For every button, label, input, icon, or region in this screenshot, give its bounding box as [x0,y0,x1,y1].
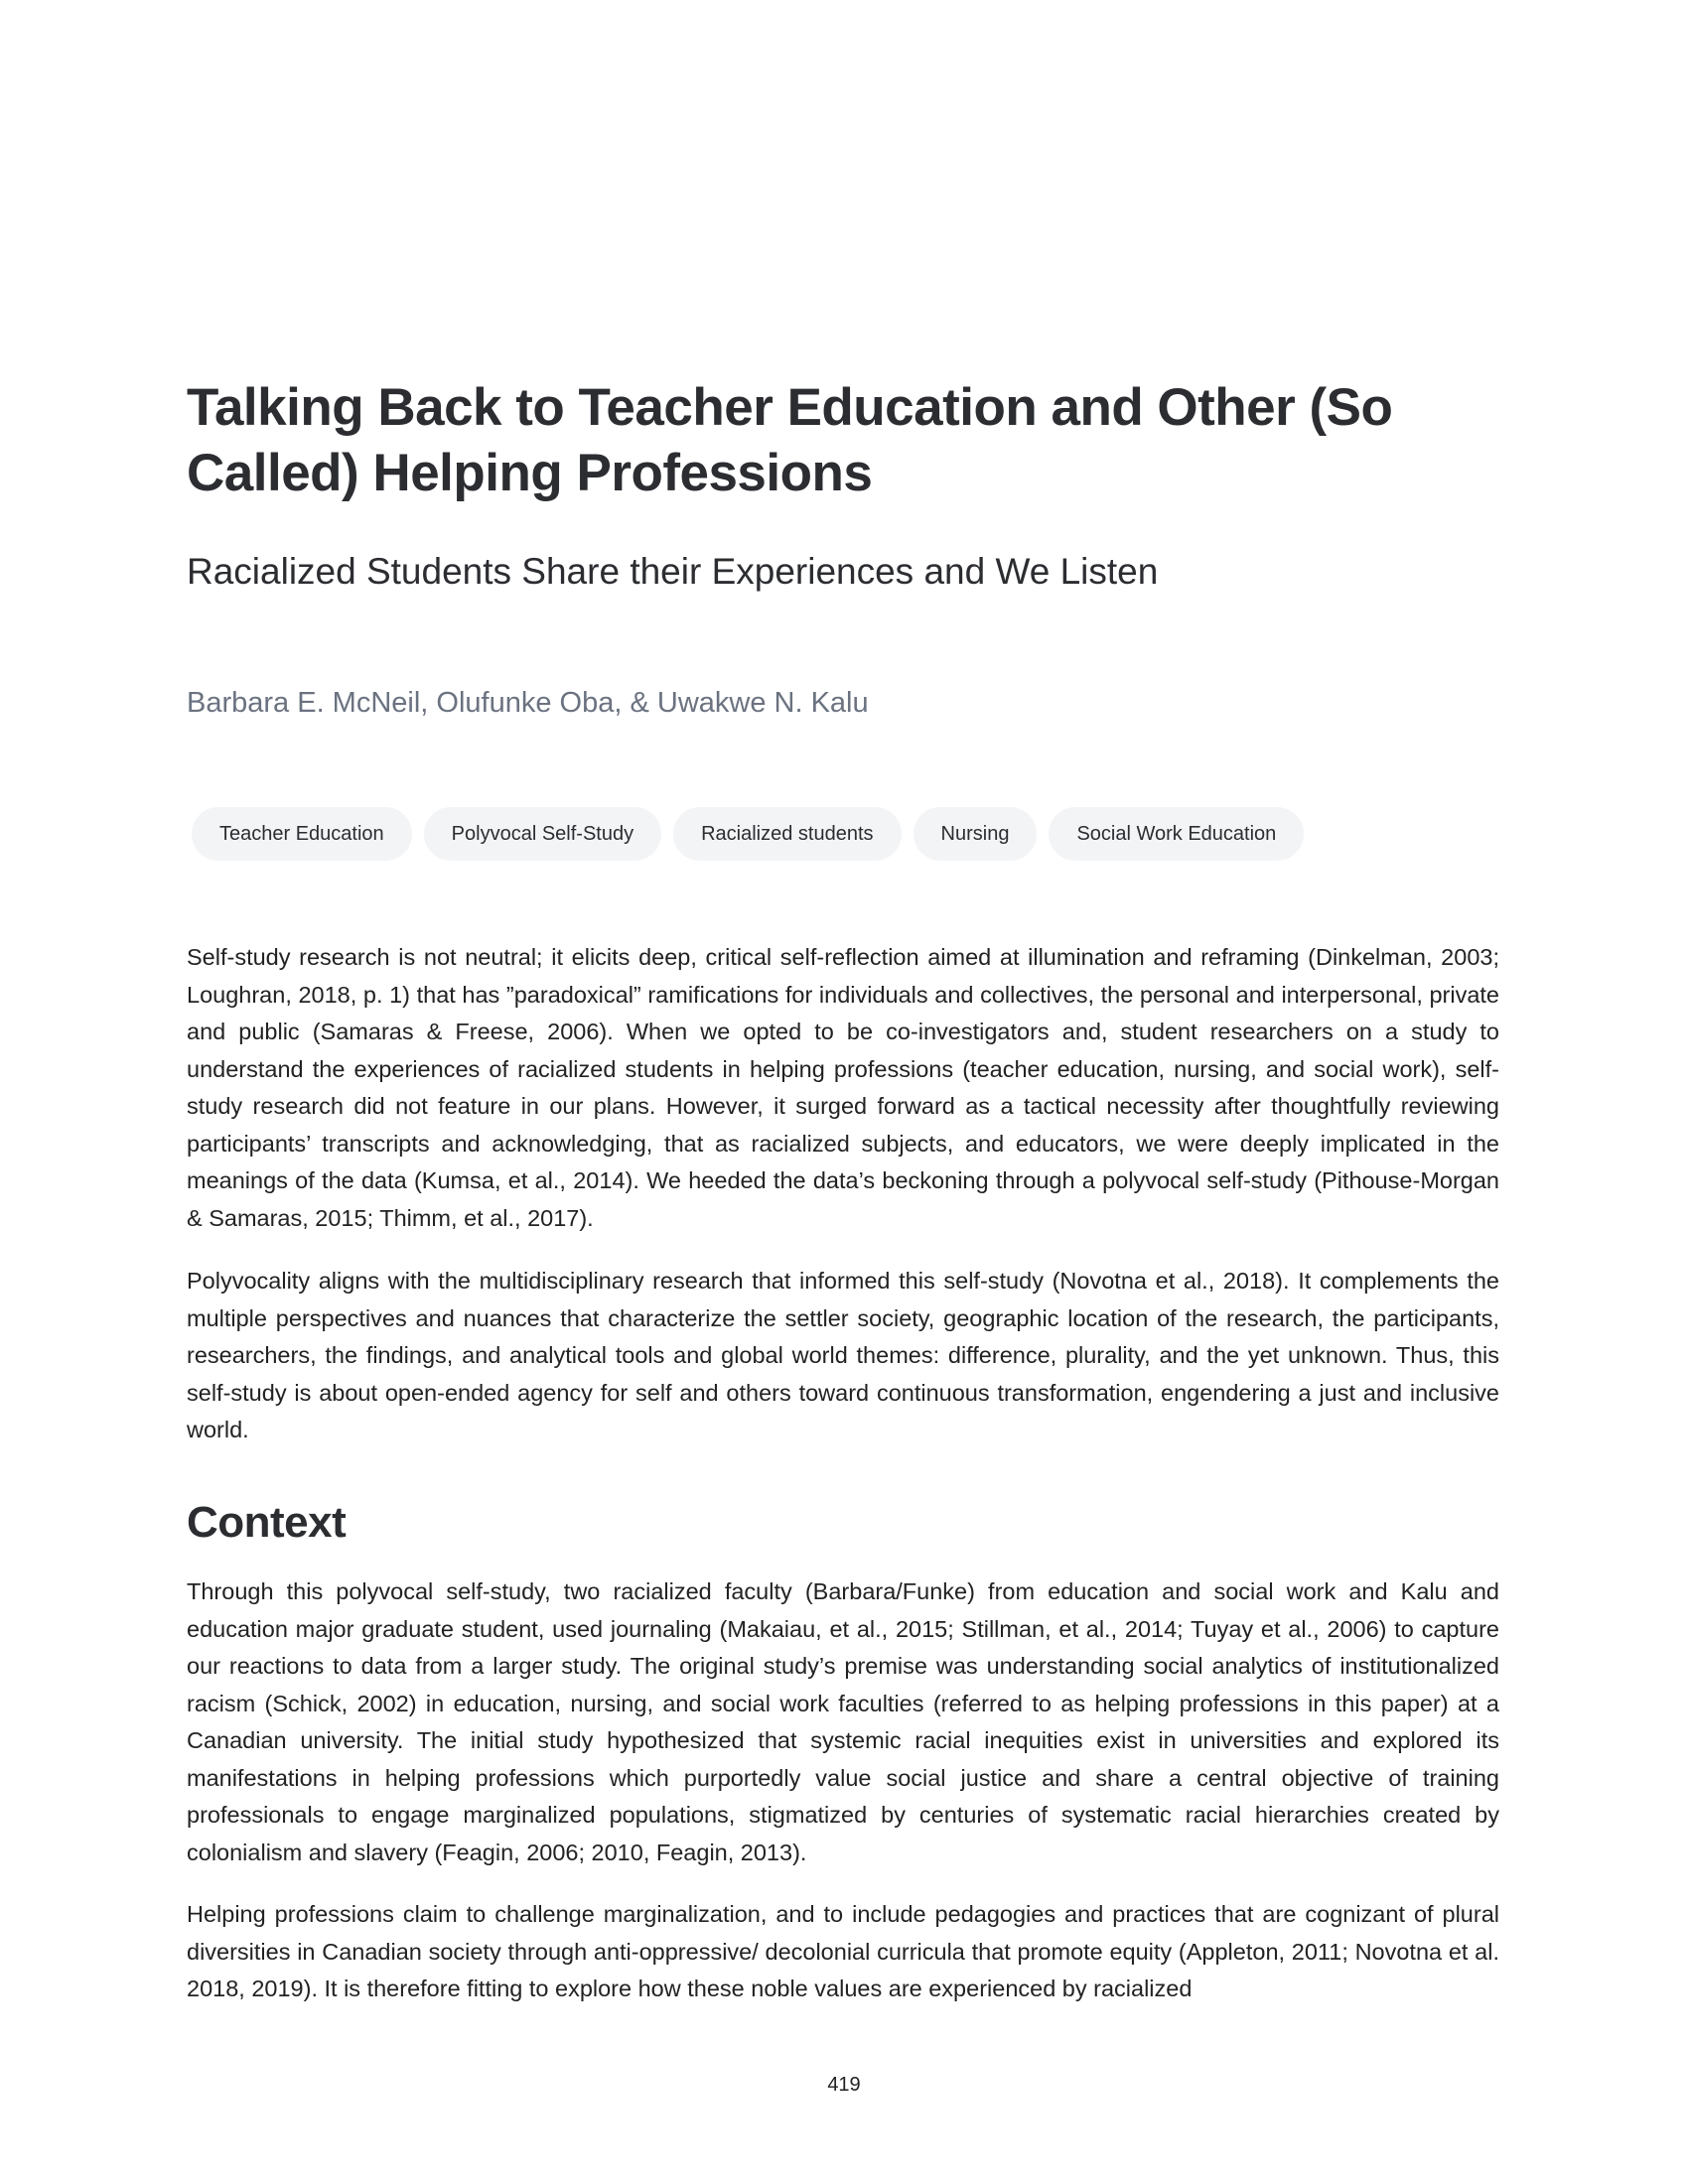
context-paragraph-2: Helping professions claim to challenge marginalization, and to include pedagogies and practices that are cognizant of plural diversities in Canadian society through anti-oppressive/ decolonial curricula that promote equity (Appleton, 2011; Novotna et al. 2018, 2019). It is therefore fitting to explore how these noble values are experienced by racialized [187,1901,1499,2001]
intro-paragraph-2: Polyvocality aligns with the multidisciplinary research that informed this self-study (Novotna et al., 2018). It complements the multiple perspectives and nuances that characterize the settler society, geographic location of the research, the participants, researchers, the findings, and analytical tools and global world themes: difference, plurality, and the yet unknown. Thus, this self-study is about open-ended agency for self and others toward continuous transformation, engendering a just and inclusive world. [187,1268,1499,1442]
article-subtitle: Racialized Students Share their Experiences and We Listen [187,551,1159,592]
tag-teacher-education[interactable]: Teacher Education [192,807,412,861]
tag-social-work-education[interactable]: Social Work Education [1049,807,1304,861]
context-paragraph-1: Through this polyvocal self-study, two racialized faculty (Barbara/Funke) from education and social work and Kalu and education major graduate student, used journaling (Makaiau, et al., 2015; Stillman, et al., 2014; Tuyay et al., 2006) to capture our reactions to data from a larger study. The original study’s premise was understanding social analytics of institutionalized racism (Schick, 2002) in education, nursing, and social work faculties (referred to as helping professions in this paper) at a Canadian university. The initial study hypothesized that systemic racial inequities exist in universities and explored its manifestations in helping professions which purportedly value social justice and share a central objective of training professionals to engage marginalized populations, stigmatized by centuries of systematic racial hierarchies created by colonialism and slavery (Feagin, 2006; 2010, Feagin, 2013). [187,1578,1499,1865]
keyword-tags [192,807,1304,861]
intro-paragraph-1: Self-study research is not neutral; it elicits deep, critical self-reflection aimed at illumination and reframing (Dinkelman, 2003; Loughran, 2018, p. 1) that has ”paradoxical” ramifications for individuals and collectives, the personal and interpersonal, private and public (Samaras & Freese, 2006). When we opted to be co-investigators and, student researchers on a study to understand the experiences of racialized students in helping professions (teacher education, nursing, and social work), self-study research did not feature in our plans. However, it surged forward as a tactical necessity after thoughtfully reviewing participants’ transcripts and acknowledging, that as racialized subjects, and educators, we were deeply implicated in the meanings of the data (Kumsa, et al., 2014). We heeded the data’s beckoning through a polyvocal self-study (Pithouse-Morgan & Samaras, 2015; Thimm, et al., 2017). [187,944,1499,1231]
article-authors: Barbara E. McNeil, Olufunke Oba, & Uwakwe N. Kalu [187,687,869,719]
tag-nursing[interactable]: Nursing [914,807,1038,861]
article-title: Talking Back to Teacher Education and Other (So Called) Helping Professions [187,378,1393,502]
section-heading-context: Context [187,1498,347,1547]
tag-racialized-students[interactable]: Racialized students [673,807,901,861]
tag-polyvocal-self-study[interactable]: Polyvocal Self-Study [424,807,661,861]
page-number: 419 [827,2074,861,2096]
